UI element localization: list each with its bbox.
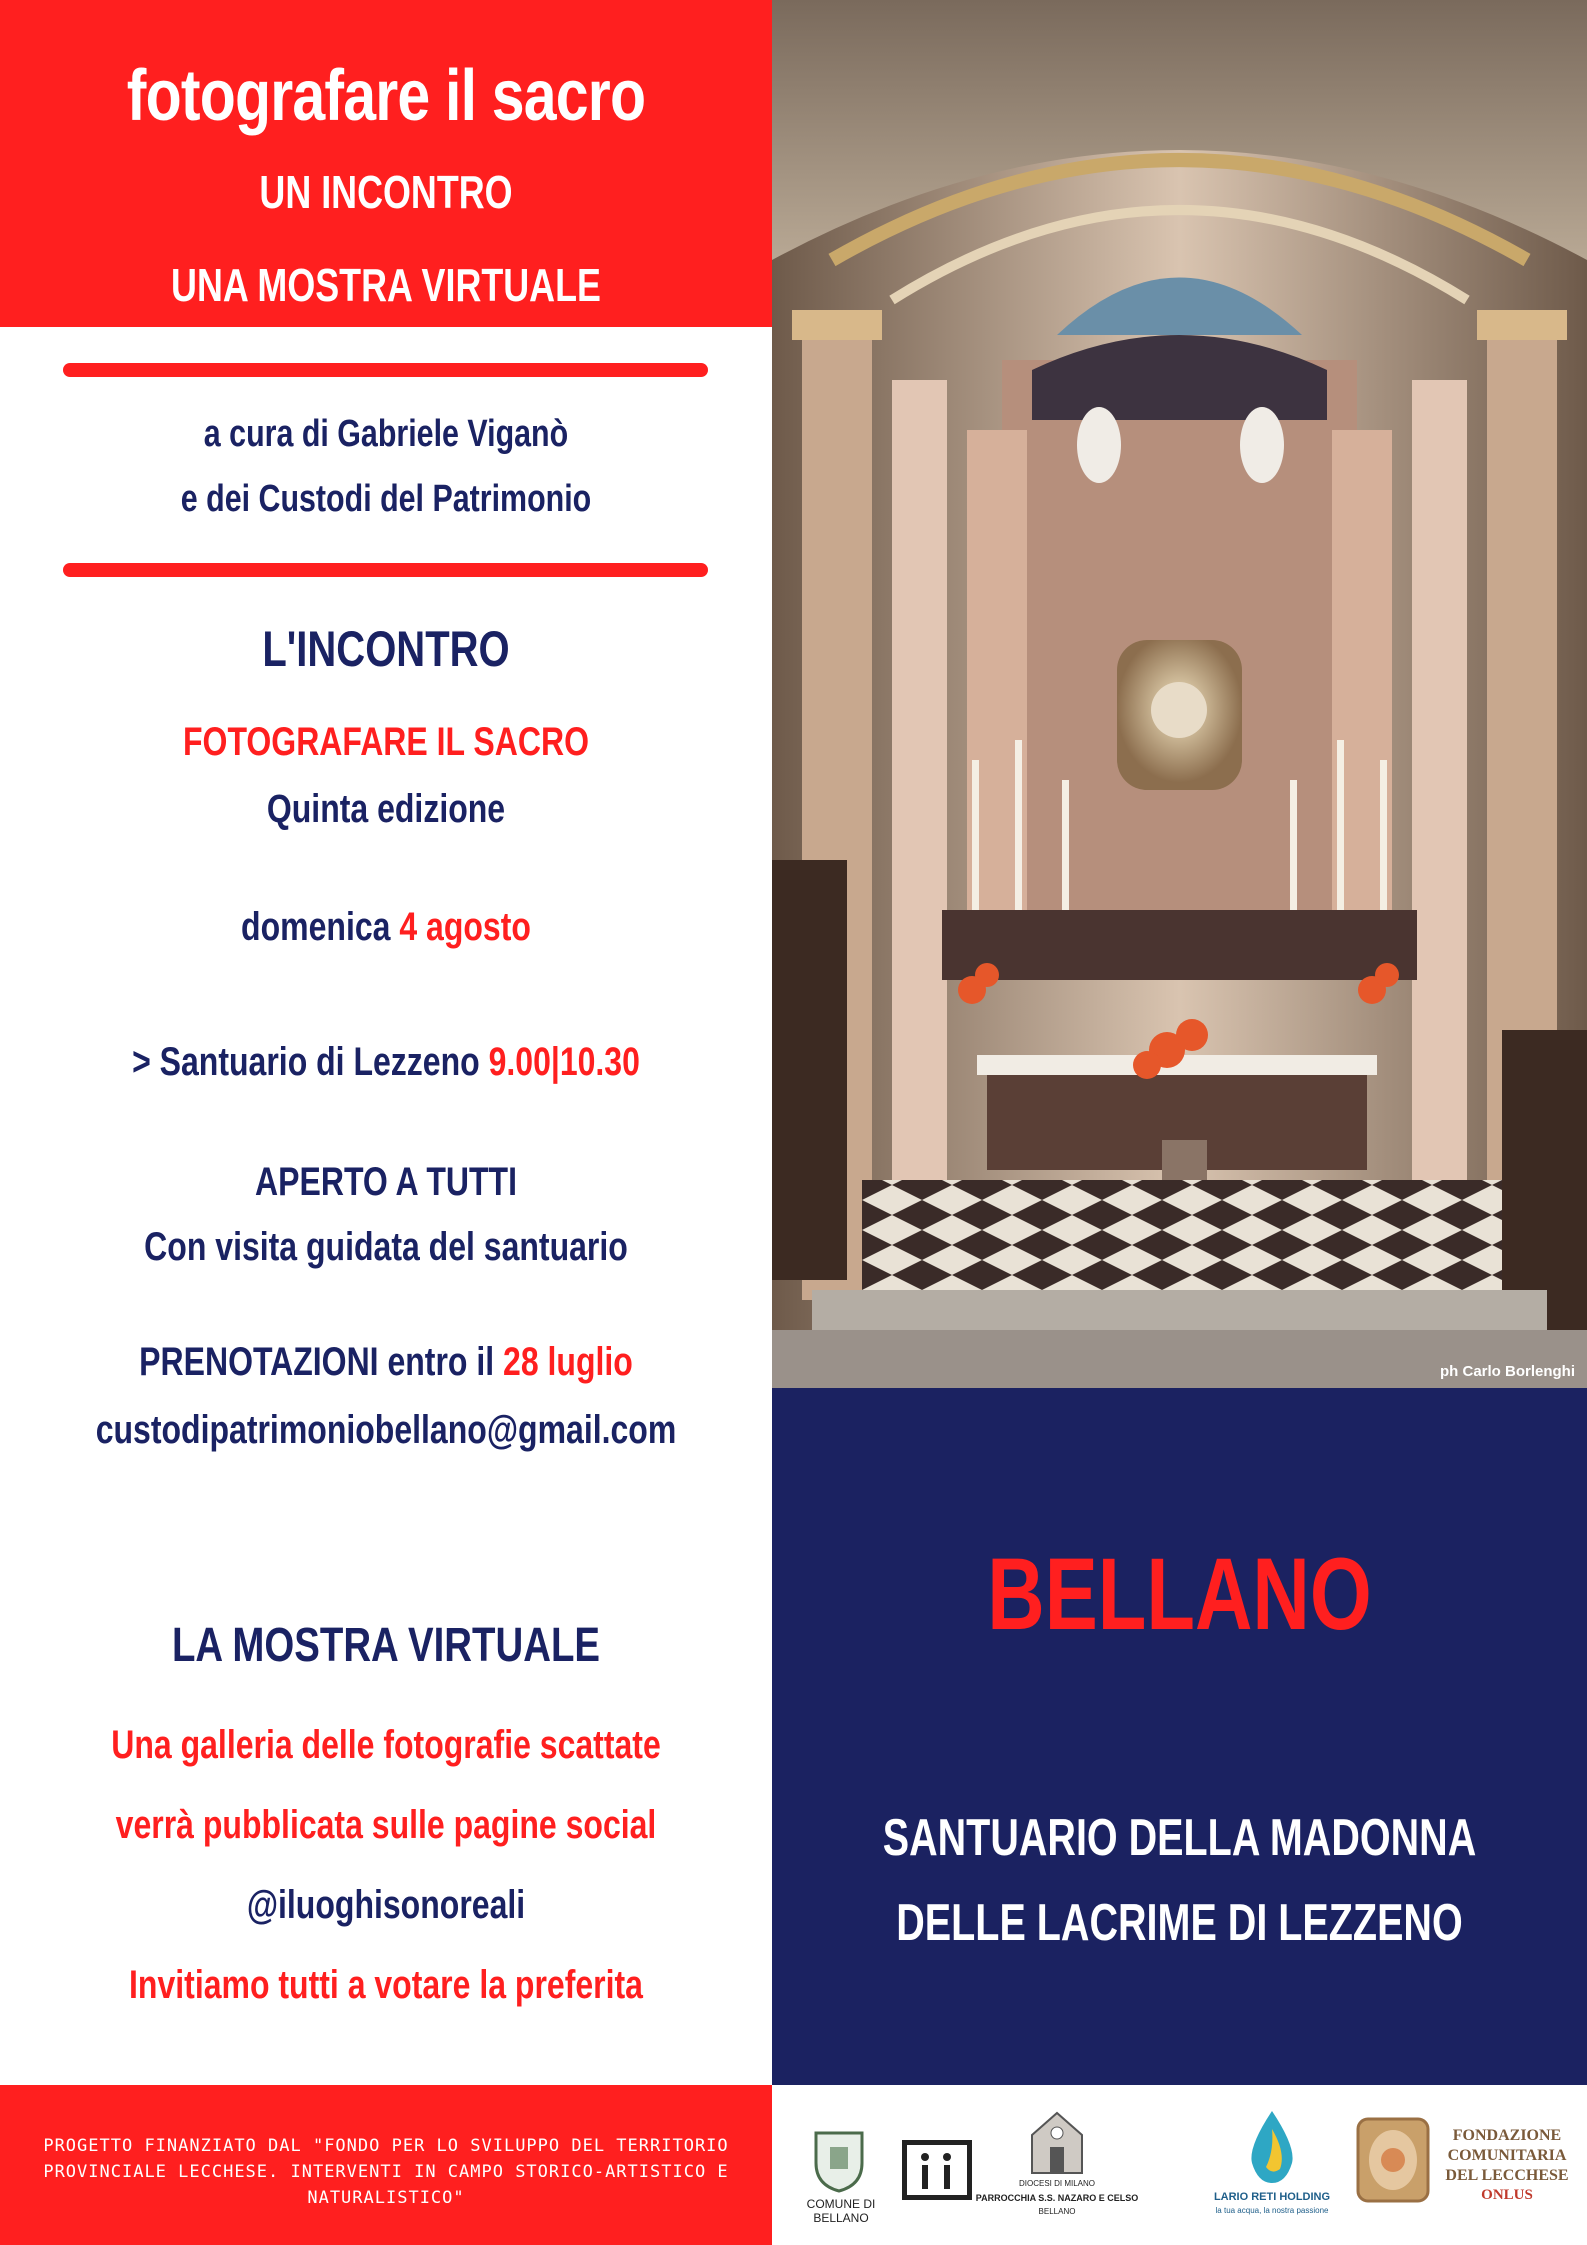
guided-visit: Con visita guidata del santuario <box>144 1225 628 1269</box>
mostra-heading: LA MOSTRA VIRTUALE <box>171 1619 601 1672</box>
parish-town-label: BELLANO <box>1038 2207 1076 2216</box>
poster-subtitle-mostra: UNA MOSTRA VIRTUALE <box>171 259 601 311</box>
fondazione-crest-icon <box>1354 2115 1432 2205</box>
location-title: BELLANO <box>987 1537 1372 1651</box>
funding-text: PROGETTO FINANZIATO DAL "FONDO PER LO SVILUPPO DEL TERRITORIO PROVINCIALE LECCHESE. INTERVENTI IN CAMPO STORICO-ARTISTICO E NATURALISTICO" <box>43 2136 729 2208</box>
date-prefix: domenica <box>241 905 400 949</box>
mostra-line-2: verrà pubblicata sulle pagine social <box>115 1803 657 1847</box>
location-panel <box>772 1388 1587 2085</box>
event-name: FOTOGRAFARE IL SACRO <box>183 720 589 764</box>
sponsor-logos <box>772 2085 1587 2245</box>
date-value: 4 agosto <box>399 905 531 949</box>
booking-line <box>77 1340 695 1385</box>
place-prefix: > Santuario di Lezzeno <box>132 1040 489 1084</box>
event-time: 9.00|10.30 <box>488 1040 640 1084</box>
curators-line-1: a cura di Gabriele Viganò <box>203 413 569 455</box>
booking-mid: entro il <box>378 1340 504 1384</box>
parish-label: PARROCCHIA S.S. NAZARO E CELSO <box>975 2193 1139 2203</box>
church-facade-icon <box>1022 2105 1092 2175</box>
booking-email[interactable]: custodipatrimoniobellano@gmail.com <box>95 1408 677 1452</box>
fondazione-line-3: DEL LECCHESE <box>1445 2167 1569 2184</box>
fondazione-line-1: FONDAZIONE <box>1452 2127 1562 2144</box>
fondazione-line-4: ONLUS <box>1481 2187 1533 2203</box>
water-drop-icon <box>1242 2107 1302 2187</box>
comune-label: COMUNE DI BELLANO <box>806 2197 876 2225</box>
edition: Quinta edizione <box>266 787 506 831</box>
incontro-heading: L'INCONTRO <box>262 621 510 677</box>
mostra-line-4: Invitiamo tutti a votare la preferita <box>129 1963 643 2007</box>
location-subtitle-1: SANTUARIO DELLA MADONNA <box>882 1809 1477 1867</box>
social-handle[interactable]: @iluoghisonoreali <box>246 1883 526 1927</box>
booking-date: 28 luglio <box>503 1340 633 1384</box>
location-subtitle-2: DELLE LACRIME DI LEZZENO <box>896 1894 1463 1952</box>
event-place <box>77 1040 695 1085</box>
poster-title: fotografare il sacro <box>126 56 646 136</box>
funding-banner <box>0 2085 772 2245</box>
divider-top <box>63 363 708 377</box>
ri-logo-icon <box>902 2140 972 2200</box>
church-altar-photo <box>772 0 1587 1388</box>
lario-reti-label: LARIO RETI HOLDING <box>1213 2191 1331 2203</box>
diocese-label: DIOCESI DI MILANO <box>1018 2179 1095 2188</box>
open-to-all: APERTO A TUTTI <box>255 1160 517 1204</box>
fondazione-line-2: COMUNITARIA <box>1447 2147 1567 2164</box>
header-banner <box>0 0 772 327</box>
lario-reti-tagline: la tua acqua, la nostra passione <box>1215 2206 1329 2215</box>
photo-credit: ph Carlo Borlenghi <box>1440 1363 1575 1380</box>
event-date <box>77 905 695 950</box>
booking-prefix: PRENOTAZIONI <box>139 1340 379 1384</box>
curators-line-2: e dei Custodi del Patrimonio <box>180 478 592 520</box>
comune-crest-icon <box>804 2125 874 2195</box>
poster-subtitle-incontro: UN INCONTRO <box>259 166 513 218</box>
divider-bottom <box>63 563 708 577</box>
mostra-line-1: Una galleria delle fotografie scattate <box>111 1723 661 1767</box>
